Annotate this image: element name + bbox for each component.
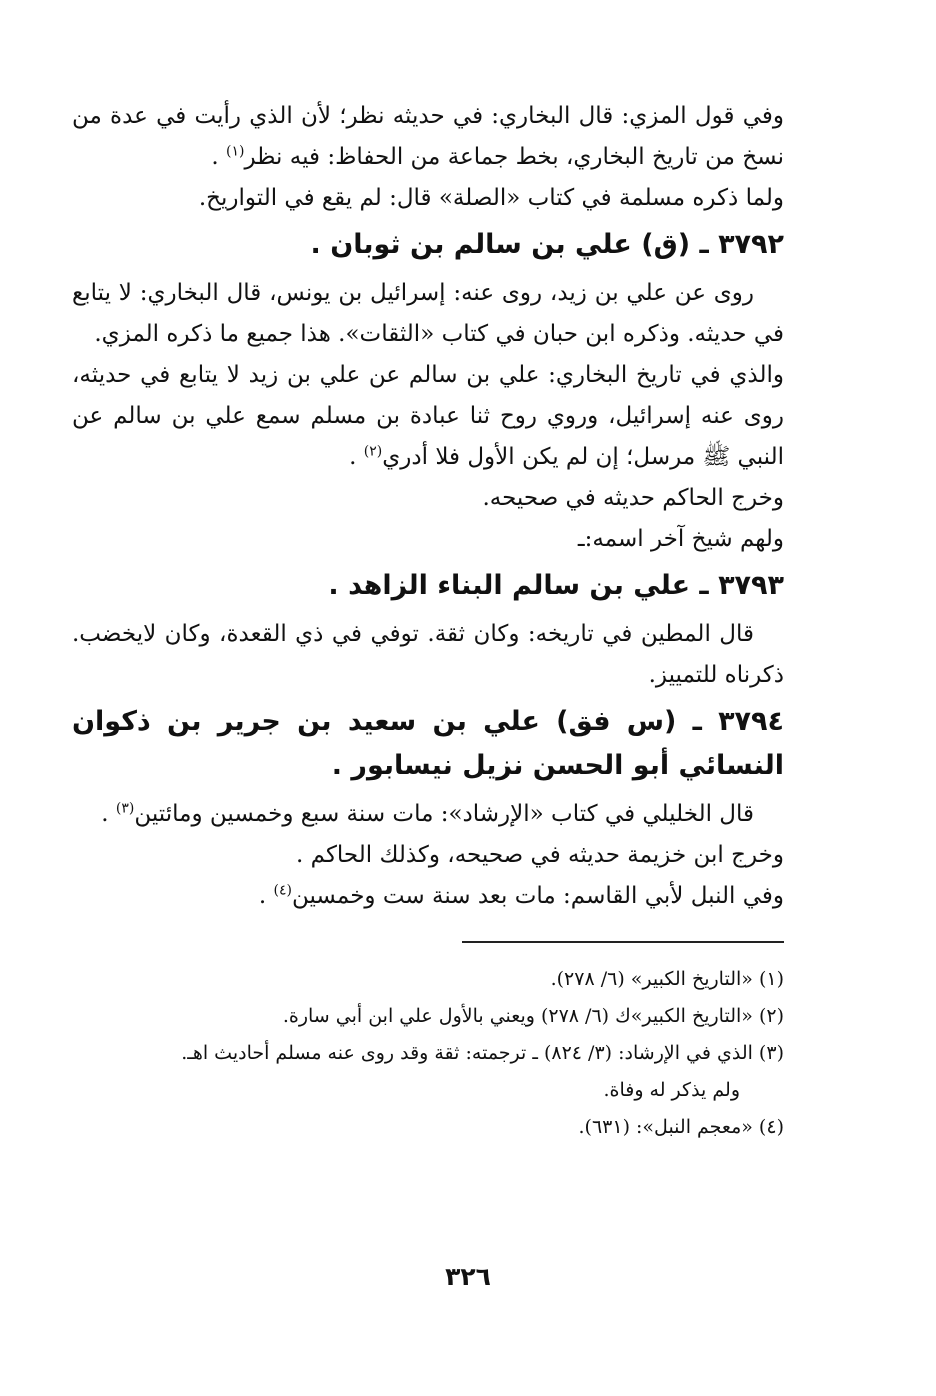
paragraph-ibn-khuzayma: وخرج ابن خزيمة حديثه في صحيحه، وكذلك الحاكم . bbox=[296, 842, 784, 868]
footnote-ref-3[interactable]: (٣) bbox=[115, 800, 135, 817]
paragraph-nubl: وفي النبل لأبي القاسم: مات بعد سنة ست وخمسين$^{(٤)}$ . bbox=[258, 882, 784, 909]
footnote-ref-4[interactable]: (٤) bbox=[273, 882, 292, 899]
paragraph-entry-3793: قال المطين في تاريخه: وكان ثقة. توفي في ذي القعدة، وكان لايخضب. ذكرناه للتمييز. bbox=[72, 621, 784, 688]
footnote-3-continuation: ولم يذكر له وفاة. bbox=[603, 1079, 740, 1101]
footnote-1: (١) «التاريخ الكبير» (٦/ ٢٧٨). bbox=[550, 968, 784, 990]
paragraph-entry-3792: روى عن علي بن زيد، روى عنه: إسرائيل بن يونس، قال البخاري: لا يتابع في حديثه. وذكره ابن حبان في كتاب «الثقات». هذا جميع ما ذكره المزي. bbox=[72, 280, 784, 347]
paragraph-another-shaykh: ولهم شيخ آخر اسمه:ـ bbox=[577, 526, 784, 552]
entry-heading-3793: ٣٧٩٣ ـ علي بن سالم البناء الزاهد . bbox=[328, 570, 784, 601]
paragraph-mizzi-bukhari: وفي قول المزي: قال البخاري: في حديثه نظر؛ لأن الذي رأيت في عدة من نسخ من تاريخ البخاري، بخط جماعة من الحفاظ: فيه نظر$^{(١)}$ . bbox=[72, 103, 784, 170]
paragraph-khalili: قال الخليلي في كتاب «الإرشاد»: مات سنة سبع وخمسين ومائتين$^{(٣)}$ . bbox=[101, 800, 754, 827]
page-number: ٣٢٦ bbox=[445, 1262, 491, 1291]
paragraph-maslama: ولما ذكره مسلمة في كتاب «الصلة» قال: لم يقع في التواريخ. bbox=[198, 185, 784, 211]
entry-heading-3794: ٣٧٩٤ ـ (س فق) علي بن سعيد بن جرير بن ذكوان النسائي أبو الحسن نزيل نيسابور . bbox=[72, 706, 784, 781]
entry-heading-3792: ٣٧٩٢ ـ (ق) علي بن سالم بن ثوبان . bbox=[310, 229, 784, 260]
footnote-2: (٢) «التاريخ الكبير»ك (٦/ ٢٧٨) ويعني بالأول علي ابن أبي سارة. bbox=[282, 1005, 784, 1027]
footnote-3: (٣) الذي في الإرشاد: (٣/ ٨٢٤) ـ ترجمته: ثقة وقد روى عنه مسلم أحاديث اهـ. bbox=[181, 1042, 784, 1064]
footnote-ref-2[interactable]: (٢) bbox=[363, 443, 383, 460]
footnote-ref-1[interactable]: (١) bbox=[226, 143, 245, 160]
paragraph-tarikh-bukhari: والذي في تاريخ البخاري: علي بن سالم عن علي بن زيد لا يتابع في حديثه، روى عنه إسرائيل، وروي روح ثنا عبادة بن مسلم سمع علي بن سالم عن النبي ﷺ مرسل؛ إن لم يكن الأول فلا أدري$^{(٢)}$ . bbox=[72, 362, 784, 470]
footnote-divider bbox=[462, 941, 784, 943]
footnote-4: (٤) «معجم النبل»: (٦٣١). bbox=[578, 1116, 784, 1138]
paragraph-hakim: وخرج الحاكم حديثه في صحيحه. bbox=[482, 485, 784, 511]
